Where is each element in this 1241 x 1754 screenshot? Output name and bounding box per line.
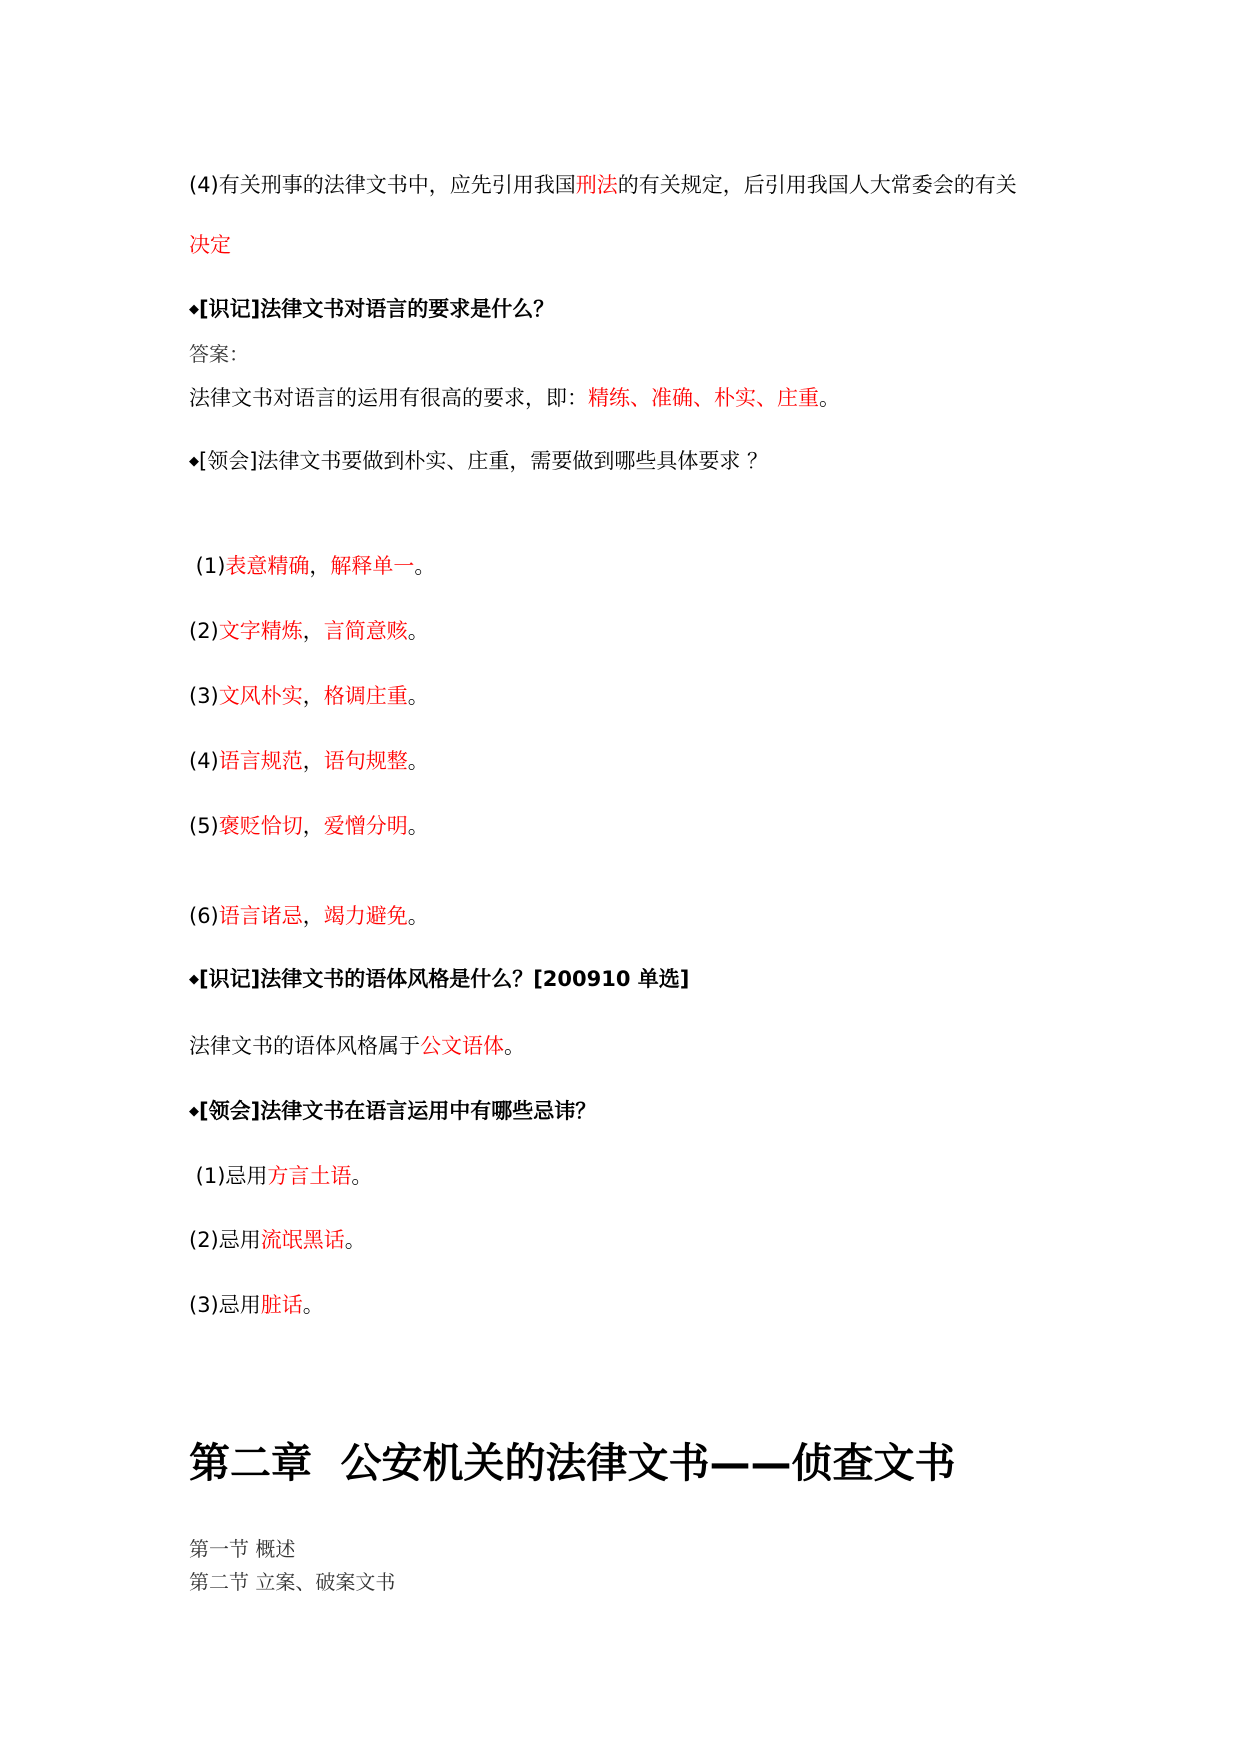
list-item <box>189 682 429 710</box>
item-number: (1) <box>189 554 226 578</box>
highlight-text: 朴实 <box>714 386 756 410</box>
answer-paragraph-3 <box>189 1032 525 1060</box>
highlight-text: 表意精确 <box>225 554 310 578</box>
highlight-text: 解释单一 <box>330 554 415 578</box>
list-item <box>189 617 429 645</box>
text: 。 <box>302 1293 324 1317</box>
highlight-text: 语言规范 <box>218 749 303 773</box>
chapter-title: 第二章 公安机关的法律文书——侦查文书 <box>189 1439 956 1487</box>
paragraph-criminal-citation <box>189 171 1017 199</box>
diamond-bullet-icon: ◆ <box>189 454 199 469</box>
text: 。 <box>504 1034 525 1058</box>
text: 法律文书的语体风格属于 <box>189 1034 420 1058</box>
separator: ， <box>302 814 324 838</box>
question-text: [领会]法律文书在语言运用中有哪些忌讳？ <box>199 1099 597 1123</box>
answer-label: 答案： <box>189 342 249 366</box>
question-text: [识记]法律文书的语体风格是什么？[200910 单选] <box>199 967 690 991</box>
highlight-text: 庄重 <box>777 386 819 410</box>
text: 的有关规定，后引用我国人大常委会的有关 <box>617 173 1017 197</box>
item-number: (6) <box>189 904 219 928</box>
toc-item: 第二节 立案、破案文书 <box>189 1570 396 1594</box>
diamond-bullet-icon: ◆ <box>189 302 199 317</box>
diamond-bullet-icon: ◆ <box>189 1104 199 1119</box>
text: 。 <box>414 554 436 578</box>
separator: ， <box>302 904 324 928</box>
highlight-text: 爱憎分明 <box>323 814 408 838</box>
highlight-text: 准确 <box>651 386 693 410</box>
question-heading-3 <box>189 965 689 994</box>
separator: ， <box>302 749 324 773</box>
separator: ， <box>302 684 324 708</box>
question-text: [识记]法律文书对语言的要求是什么？ <box>199 297 555 321</box>
highlight-text: 格调庄重 <box>323 684 408 708</box>
item-number: (4) <box>189 749 219 773</box>
text: 。 <box>407 619 429 643</box>
highlight-text: 文字精炼 <box>218 619 303 643</box>
item-number: (1)忌用 <box>189 1164 268 1188</box>
paragraph-continuation: 决定 <box>189 233 231 257</box>
separator: 、 <box>693 386 714 410</box>
item-number: (5) <box>189 814 219 838</box>
text: 。 <box>407 749 429 773</box>
highlight-text: 言简意赅 <box>323 619 408 643</box>
highlight-text: 公文语体 <box>420 1034 504 1058</box>
separator: ， <box>309 554 331 578</box>
text: (4)有关刑事的法律文书中，应先引用我国 <box>189 173 576 197</box>
list-item <box>189 1226 366 1254</box>
list-item <box>189 902 429 930</box>
list-item <box>189 812 429 840</box>
text: 。 <box>344 1228 366 1252</box>
question-text: [领会]法律文书要做到朴实、庄重，需要做到哪些具体要求 ？ <box>199 449 769 473</box>
text: 法律文书对语言的运用有很高的要求，即： <box>189 386 588 410</box>
list-item <box>189 1162 372 1190</box>
item-number: (2) <box>189 619 219 643</box>
text: 。 <box>407 684 429 708</box>
list-item <box>189 1291 324 1319</box>
item-number: (3) <box>189 684 219 708</box>
list-item <box>189 747 429 775</box>
highlight-text: 语言诸忌 <box>218 904 303 928</box>
highlight-text: 流氓黑话 <box>260 1228 345 1252</box>
question-heading-1 <box>189 295 554 324</box>
question-heading-4 <box>189 1097 596 1126</box>
list-item <box>189 552 435 580</box>
toc-item: 第一节 概述 <box>189 1537 296 1561</box>
text: 。 <box>407 814 429 838</box>
text: 。 <box>819 386 840 410</box>
diamond-bullet-icon: ◆ <box>189 972 199 987</box>
highlight-text: 文风朴实 <box>218 684 303 708</box>
answer-paragraph-1 <box>189 384 840 412</box>
separator: ， <box>302 619 324 643</box>
highlight-text: 精练 <box>588 386 630 410</box>
separator: 、 <box>756 386 777 410</box>
highlight-text: 竭力避免 <box>323 904 408 928</box>
item-number: (3)忌用 <box>189 1293 261 1317</box>
highlight-text: 语句规整 <box>323 749 408 773</box>
question-heading-2 <box>189 447 768 476</box>
highlight-text: 脏话 <box>260 1293 303 1317</box>
highlight-text: 褒贬恰切 <box>218 814 303 838</box>
separator: 、 <box>630 386 651 410</box>
highlight-text: 方言土语 <box>267 1164 352 1188</box>
text: 。 <box>351 1164 373 1188</box>
text: 。 <box>407 904 429 928</box>
highlight-text: 刑法 <box>575 173 618 197</box>
item-number: (2)忌用 <box>189 1228 261 1252</box>
